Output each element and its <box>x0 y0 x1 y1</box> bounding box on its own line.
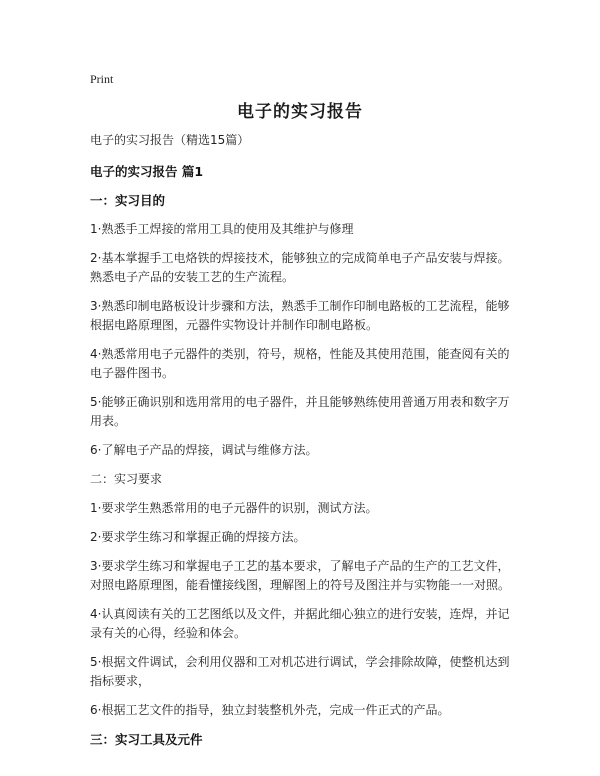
paragraph: 1·熟悉手工焊接的常用工具的使用及其维护与修理 <box>90 222 354 236</box>
section-title: 电子的实习报告 篇1 <box>90 164 204 179</box>
document-title: 电子的实习报告 <box>237 102 363 122</box>
paragraph: 6·了解电子产品的焊接，调试与维修方法。 <box>90 443 318 457</box>
document-body <box>90 131 520 759</box>
paragraph: 6·根据工艺文件的指导，独立封装整机外壳，完成一件正式的产品。 <box>90 703 450 717</box>
paragraph: 二：实习要求 <box>90 472 163 486</box>
paragraph: 2·要求学生练习和掌握正确的焊接方法。 <box>90 530 306 544</box>
document-subtitle: 电子的实习报告（精选15篇） <box>90 133 250 147</box>
paragraph: 2·基本掌握手工电烙铁的焊接技术，能够独立的完成简单电子产品安装与焊接。熟悉电子产品的安装工艺的生产流程。 <box>90 251 510 284</box>
section-heading: 一：实习目的 <box>90 193 166 208</box>
paragraph: 4·认真阅读有关的工艺图纸以及文件，并据此细心独立的进行安装，连焊，并记录有关的心得，经验和体会。 <box>90 607 510 640</box>
section-heading: 三：实习工具及元件 <box>90 732 203 747</box>
print-label: Print <box>90 72 114 86</box>
paragraph: 1·要求学生熟悉常用的电子元器件的识别，测试方法。 <box>90 501 378 515</box>
paragraph: 5·根据文件调试，会利用仪器和工对机芯进行调试，学会排除故障，使整机达到指标要求， <box>90 655 510 688</box>
content-blocks <box>90 191 520 749</box>
paragraph: 5·能够正确识别和选用常用的电子器件，并且能够熟练使用普通万用表和数字万用表。 <box>90 395 510 428</box>
paragraph: 3·熟悉印制电路板设计步骤和方法，熟悉手工制作印制电路板的工艺流程，能够根据电路原理图，元器件实物设计并制作印制电路板。 <box>90 299 510 332</box>
paragraph: 3·要求学生练习和掌握电子工艺的基本要求，了解电子产品的生产的工艺文件，对照电路原理图，能看懂接线图，理解图上的符号及图注并与实物能一一对照。 <box>90 559 511 592</box>
paragraph: 4·熟悉常用电子元器件的类别，符号，规格，性能及其使用范围，能查阅有关的电子器件图书。 <box>90 347 510 380</box>
